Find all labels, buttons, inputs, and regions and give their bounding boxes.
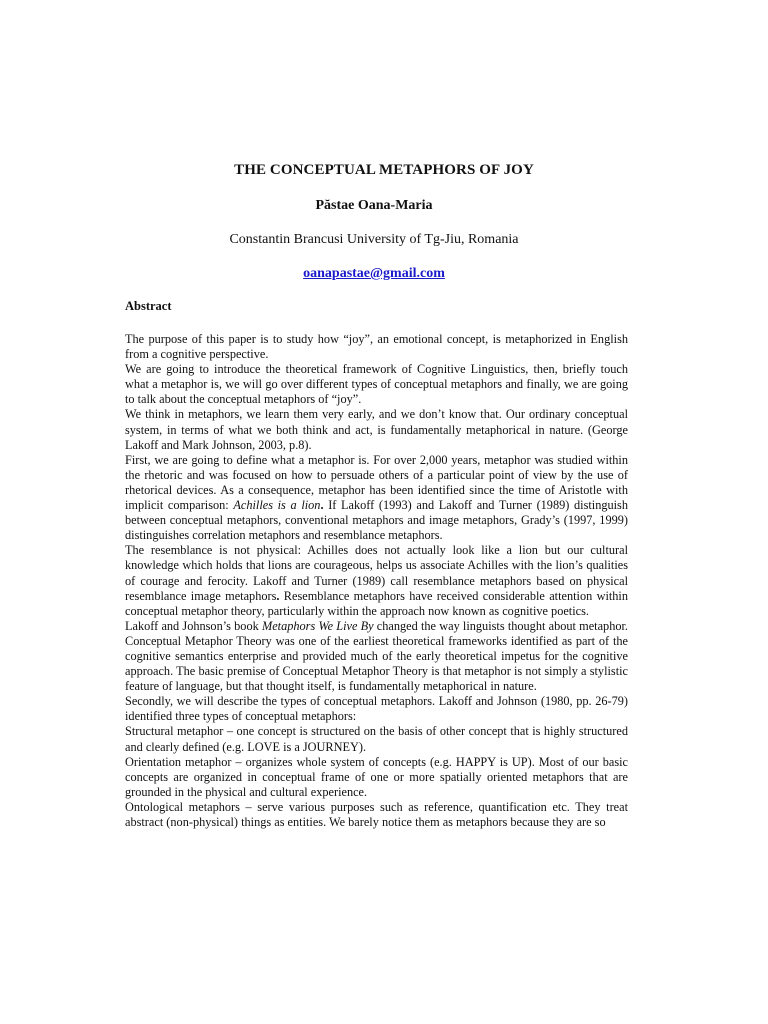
- paragraph: Structural metaphor – one concept is structured on the basis of other concept that is highly structured and clearly defined (e.g. LOVE is a JOURNEY).: [125, 724, 628, 754]
- abstract-body: [125, 332, 628, 830]
- text-span: Lakoff and Johnson’s book: [125, 618, 262, 633]
- author-name: Păstae Oana-Maria: [315, 198, 433, 213]
- paragraph: The purpose of this paper is to study how “joy”, an emotional concept, is metaphorized in English from a cognitive perspective.: [125, 332, 628, 362]
- abstract-heading: Abstract: [125, 299, 172, 313]
- paragraph: Orientation metaphor – organizes whole system of concepts (e.g. HAPPY is UP). Most of our basic concepts are organized in conceptual frame of one or more spatially oriented metaphors that are grounded in the physical and cultural experience.: [125, 754, 628, 799]
- book-title-italic: Metaphors We Live By: [261, 618, 374, 633]
- bold-period: .: [276, 588, 280, 603]
- text-span: First, we are going to define what a metaphor is. For over 2,000 years, metaphor was studied within the rhetoric and was focused on how to persuade others of a particular point of view by the use of rhetorical devices. As a consequence, metaphor has been identified since the time of Aristotle with implicit comparison:: [125, 452, 628, 513]
- text-span: Resemblance metaphors have received considerable attention within conceptual metaphor theory, particularly within the approach now known as cognitive poetics.: [125, 588, 628, 618]
- paragraph: [125, 543, 628, 618]
- author-email: [0, 266, 748, 282]
- text-span: changed the way linguists thought about metaphor. Conceptual Metaphor Theory was one of the earliest theoretical frameworks identified as part of the cognitive semantics enterprise and provided much of the early theoretical impetus for the cognitive approach. The basic premise of Conceptual Metaphor Theory is that metaphor is not simply a stylistic feature of language, but that thought itself, is fundamentally metaphorical in nature.: [125, 618, 628, 694]
- text-span: The resemblance is not physical: Achilles does not actually look like a lion but our cultural knowledge which holds that lions are courageous, helps us associate Achilles with the lion’s qualities of courage and ferocity. Lakoff and Turner (1989) call resemblance metaphors based on physical resemblance image metaphors: [125, 543, 628, 603]
- bold-period: .: [320, 498, 324, 513]
- example-italic: Achilles is a lion: [233, 498, 321, 513]
- email-link[interactable]: oanapastae@gmail.com: [303, 266, 445, 281]
- paragraph: Secondly, we will describe the types of conceptual metaphors. Lakoff and Johnson (1980, pp. 26-79) identified three types of conceptual metaphors:: [125, 694, 628, 724]
- paragraph: We think in metaphors, we learn them very early, and we don’t know that. Our ordinary conceptual system, in terms of what we both think and act, is fundamentally metaphorical in nature. (George Lakoff and Mark Johnson, 2003, p.8).: [125, 407, 628, 452]
- paragraph: We are going to introduce the theoretical framework of Cognitive Linguistics, then, briefly touch what a metaphor is, we will go over different types of conceptual metaphors and finally, we are going to talk about the conceptual metaphors of “joy”.: [125, 362, 628, 407]
- paragraph: Ontological metaphors – serve various purposes such as reference, quantification etc. They treat abstract (non-physical) things as entities. We barely notice them as metaphors because they are so: [125, 799, 628, 829]
- paragraph: [125, 619, 628, 694]
- paragraph: [125, 453, 628, 544]
- text-span: If Lakoff (1993) and Lakoff and Turner (1989) distinguish between conceptual metaphors, conventional metaphors and image metaphors, Grady’s (1997, 1999) distinguishes correlation metaphors and resemblance metaphors.: [125, 498, 628, 543]
- author-affiliation: Constantin Brancusi University of Tg-Jiu, Romania: [229, 232, 519, 247]
- paper-title: THE CONCEPTUAL METAPHORS OF JOY: [234, 162, 534, 178]
